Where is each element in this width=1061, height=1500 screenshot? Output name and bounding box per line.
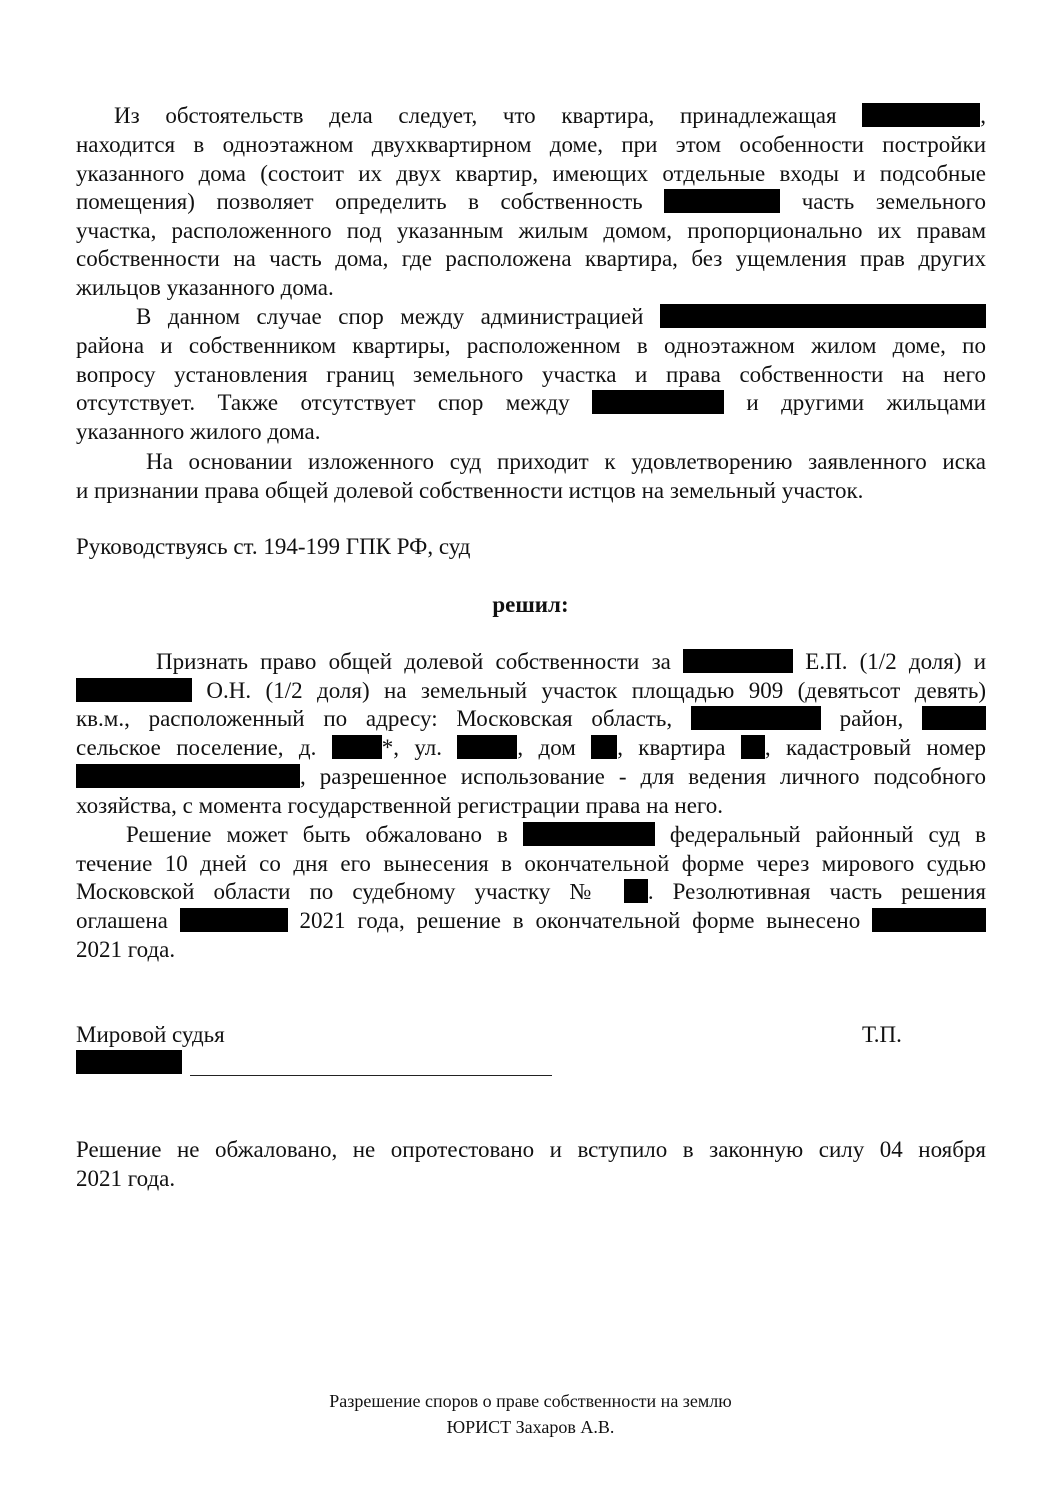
redaction [624,879,648,903]
final-line2: 2021 года. [76,1166,176,1191]
redaction [76,678,192,702]
footer-line1: Разрешение споров о праве собственности на землю [329,1391,732,1411]
redaction [741,735,765,759]
guidance-line: Руководствуясь ст. 194-199 ГПК РФ, суд [76,534,471,559]
redaction [691,706,821,730]
p2-line3: вопросу установления границ земельного участка и права собственности на него [76,362,986,387]
ruling-line4: сельское поселение, д. *, ул. , дом , квартира , кадастровый номер [76,735,987,760]
ruling-line1: Признать право общей долевой собственности за Е.П. (1/2 доля) и [156,649,987,674]
appeal-line4: оглашена 2021 года, решение в окончательной форме вынесено [76,907,986,935]
p1-line2: находится в одноэтажном двухквартирном доме, при этом особенности постройки [76,132,986,157]
appeal-line3: Московской области по судебному участку № . Резолютивная часть решения [76,879,986,904]
redaction [592,390,724,414]
final-line1: Решение не обжаловано, не опротестовано и вступило в законную силу 04 ноября [76,1137,986,1162]
p2-line2: района и собственником квартиры, расположенном в одноэтажном жилом доме, по [76,333,986,358]
p1-line6: собственности на часть дома, где расположена квартира, без ущемления прав других [76,246,986,271]
p1-line1: Из обстоятельств дела следует, что квартира, принадлежащая , [114,103,986,128]
redaction [76,764,300,788]
redaction [591,735,617,759]
redaction [862,103,980,127]
p1-line7: жильцов указанного дома. [76,275,334,300]
redaction [457,735,517,759]
p1-line3: указанного дома (состоит их двух квартир, имеющих отдельные входы и подсобные [76,161,986,186]
redaction [872,908,986,932]
signature-line [190,1053,552,1076]
redaction [523,822,655,846]
ruling-line3: кв.м., расположенный по адресу: Московская область, район, [76,705,986,733]
p3-line2: и признании права общей долевой собственности истцов на земельный участок. [76,478,864,503]
judge-initials: Т.П. [862,1022,902,1047]
p2-line4: отсутствует. Также отсутствует спор между и другими жильцами [76,390,986,415]
redaction [660,304,986,328]
decision-heading: решил: [492,592,569,617]
ruling-line5: , разрешенное использование - для ведения личного подсобного [76,763,986,791]
redaction [664,189,780,213]
signature-row [76,1050,552,1078]
p1-line5: участка, расположенного под указанным жилым домом, пропорционально их правам [76,218,986,243]
p3-line1: На основании изложенного суд приходит к удовлетворению заявленного иска [146,449,986,474]
appeal-line1: Решение может быть обжаловано в федеральный районный суд в [126,822,987,847]
redaction [76,1050,182,1074]
ruling-line6: хозяйства, с момента государственной регистрации права на него. [76,793,724,818]
p1-line4: помещения) позволяет определить в собственность часть земельного [76,189,987,214]
appeal-line2: течение 10 дней со дня его вынесения в окончательной форме через мирового судью [76,851,986,876]
p2-line1: В данном случае спор между администрацией [136,303,986,331]
ruling-line2: О.Н. (1/2 доля) на земельный участок площадью 909 (девятьсот девять) [76,677,986,705]
redaction [332,735,382,759]
redaction [180,908,288,932]
redaction [683,649,793,673]
redaction [922,706,986,730]
footer-line2: ЮРИСТ Захаров А.В. [446,1417,615,1437]
p2-line5: указанного жилого дома. [76,419,321,444]
appeal-line5: 2021 года. [76,937,176,962]
judge-title: Мировой судья [76,1022,225,1047]
